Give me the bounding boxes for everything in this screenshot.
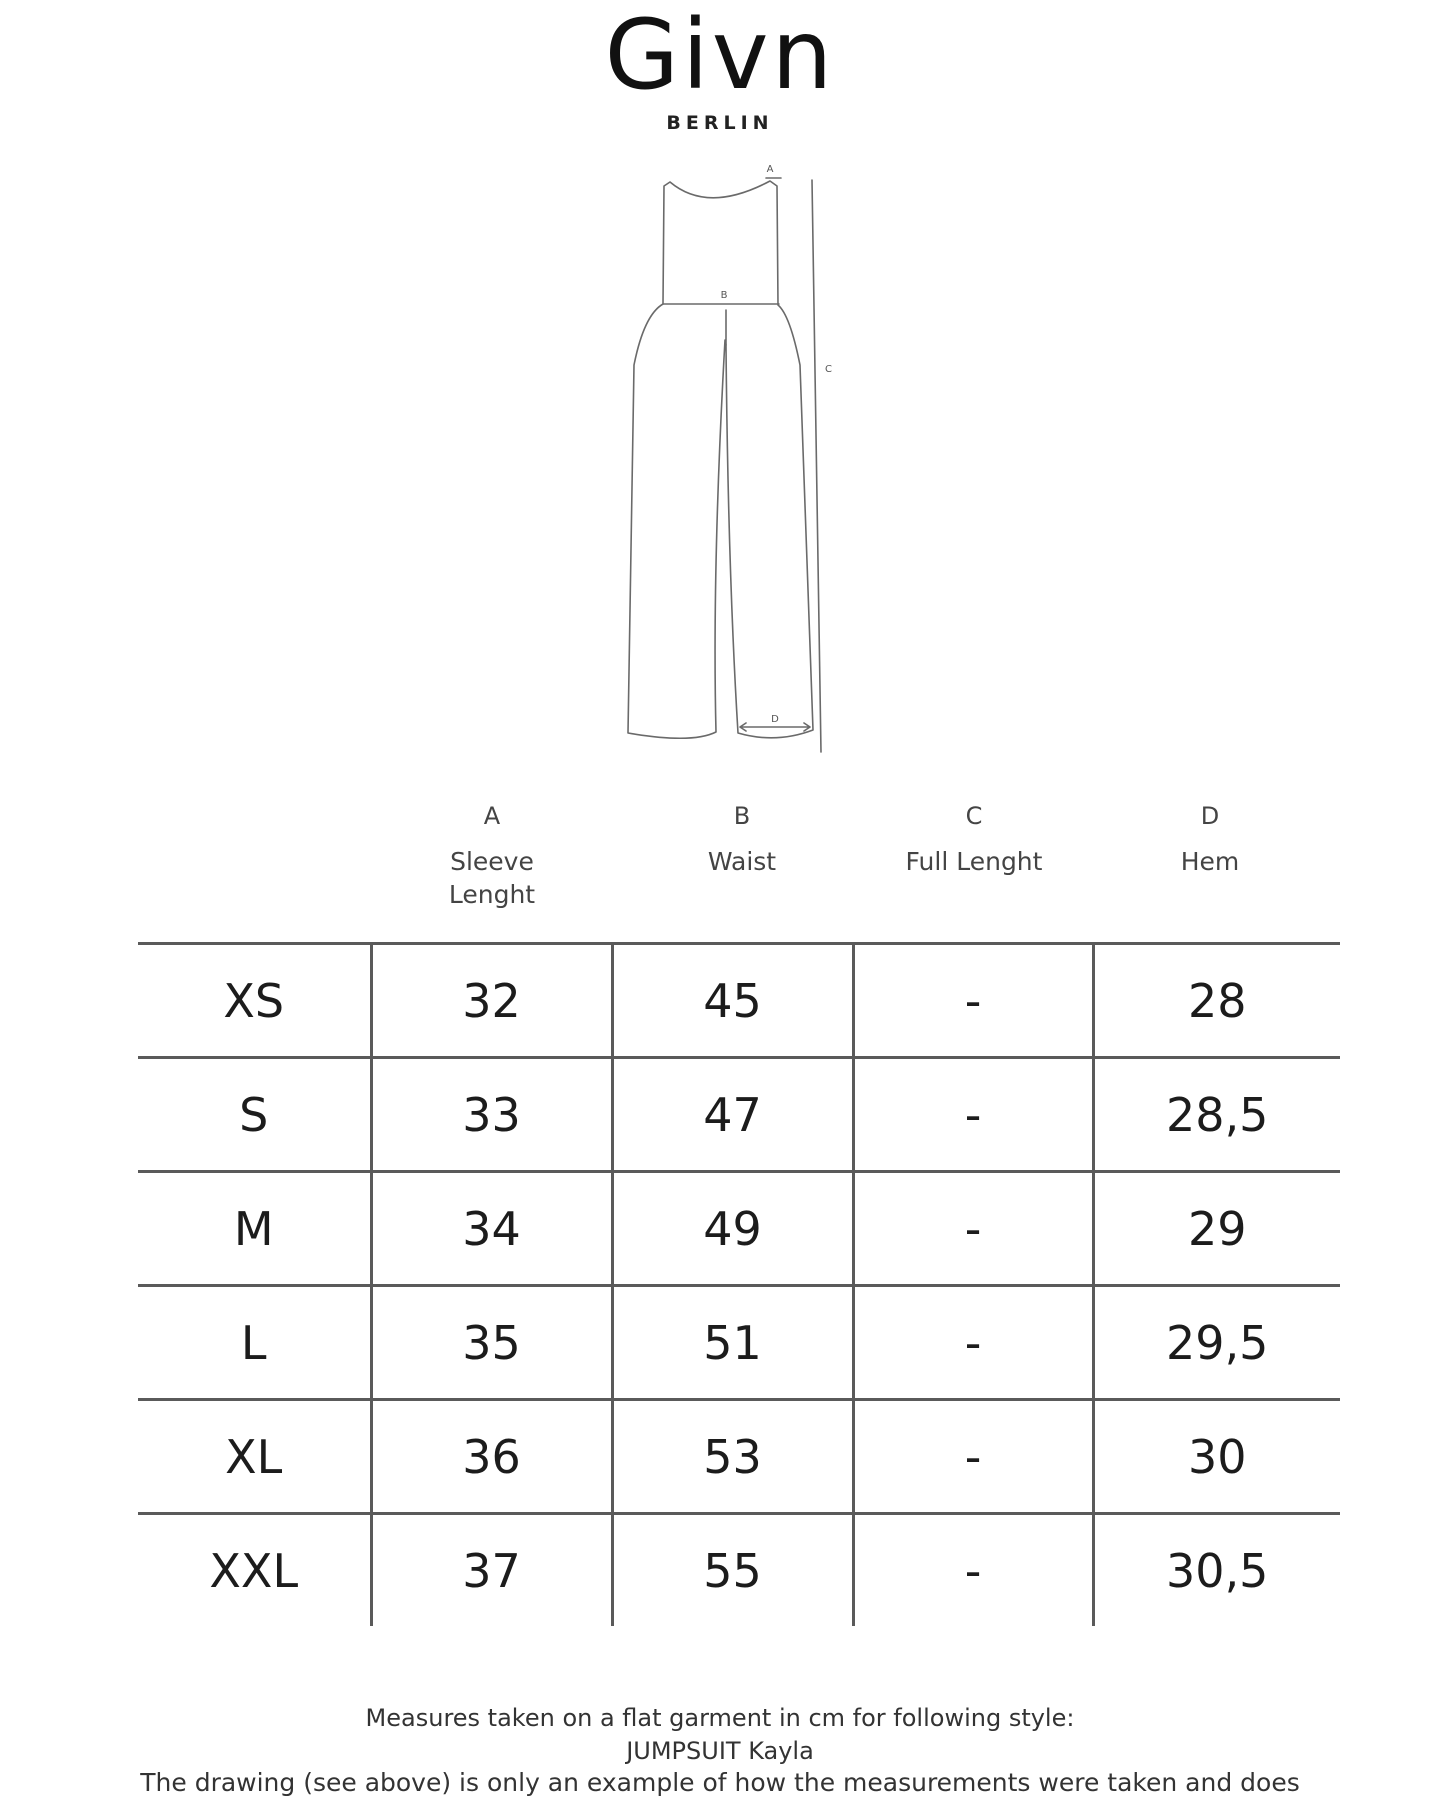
hem-cell: 30,5 (1093, 1514, 1340, 1627)
brand-location: BERLIN (666, 112, 774, 134)
size-label: M (138, 1172, 371, 1286)
full-length-cell: - (853, 1400, 1093, 1514)
hem-cell: 28,5 (1093, 1058, 1340, 1172)
length-line (812, 180, 821, 752)
column-header-a (382, 800, 602, 911)
diagram-label-a: A (766, 164, 774, 175)
table-row (138, 1286, 1340, 1400)
hem-cell: 30 (1093, 1400, 1340, 1514)
footer-disclaimer: The drawing (see above) is only an example of how the measurements were taken and does (140, 1768, 1300, 1797)
waist-cell: 53 (612, 1400, 853, 1514)
jumpsuit-diagram (600, 150, 860, 770)
full-length-cell: - (853, 1058, 1093, 1172)
table-row (138, 944, 1340, 1058)
brand-logo: Givn (604, 0, 836, 111)
waist-cell: 45 (612, 944, 853, 1058)
table-row (138, 1172, 1340, 1286)
full-length-cell: - (853, 1172, 1093, 1286)
diagram-label-c: C (825, 364, 832, 375)
column-letter: B (733, 802, 751, 830)
full-length-cell: - (853, 944, 1093, 1058)
column-name: Full Lenght (905, 847, 1043, 876)
size-label: L (138, 1286, 371, 1400)
sleeve-length-cell: 35 (371, 1286, 612, 1400)
diagram-label-b: B (720, 290, 728, 301)
waist-cell: 55 (612, 1514, 853, 1627)
size-label: S (138, 1058, 371, 1172)
full-length-cell: - (853, 1286, 1093, 1400)
size-table (138, 942, 1340, 1626)
style-name: JUMPSUIT Kayla (626, 1737, 814, 1765)
table-row (138, 1514, 1340, 1627)
column-name: Waist (707, 847, 777, 876)
column-name: Hem (1180, 847, 1240, 876)
size-label: XL (138, 1400, 371, 1514)
waist-cell: 51 (612, 1286, 853, 1400)
column-header-d (1100, 800, 1320, 878)
sleeve-length-cell: 33 (371, 1058, 612, 1172)
full-length-cell: - (853, 1514, 1093, 1627)
column-header-b (632, 800, 852, 878)
column-header-c (864, 800, 1084, 878)
column-letter: C (965, 802, 983, 830)
footer-note: Measures taken on a flat garment in cm for following style: (365, 1704, 1075, 1732)
waist-cell: 49 (612, 1172, 853, 1286)
sleeve-length-cell: 37 (371, 1514, 612, 1627)
sleeve-length-cell: 32 (371, 944, 612, 1058)
hem-cell: 29 (1093, 1172, 1340, 1286)
sleeve-length-cell: 34 (371, 1172, 612, 1286)
size-label: XS (138, 944, 371, 1058)
waist-cell: 47 (612, 1058, 853, 1172)
jumpsuit-outline (628, 181, 813, 738)
table-row (138, 1058, 1340, 1172)
diagram-label-d: D (771, 714, 779, 725)
size-label: XXL (138, 1514, 371, 1627)
hem-cell: 29,5 (1093, 1286, 1340, 1400)
column-letter: D (1200, 802, 1220, 830)
hem-cell: 28 (1093, 944, 1340, 1058)
table-row (138, 1400, 1340, 1514)
sleeve-length-cell: 36 (371, 1400, 612, 1514)
column-name: Sleeve Lenght (448, 847, 536, 909)
column-letter: A (483, 802, 501, 830)
